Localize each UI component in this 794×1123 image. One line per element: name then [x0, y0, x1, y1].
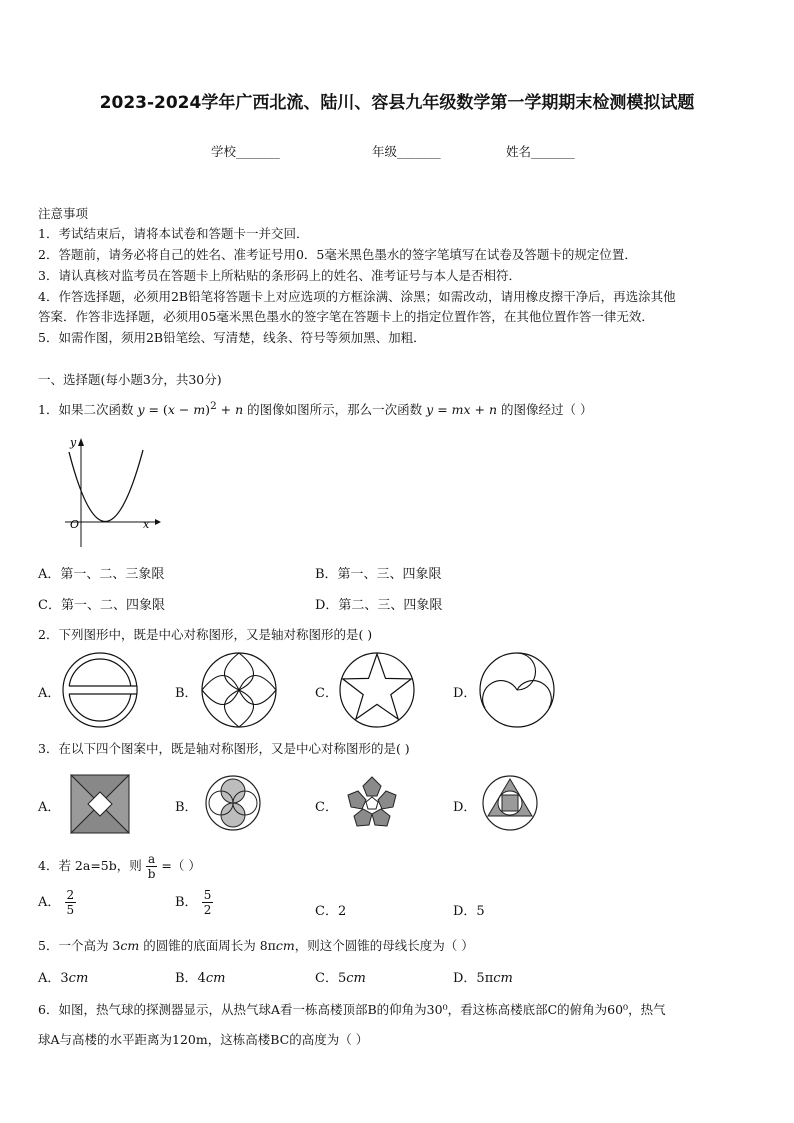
q2-option-a-figure[interactable] [61, 651, 139, 729]
q2-option-a-label[interactable]: A． [38, 686, 61, 701]
notice-item: 5．如需作图，须用2B铅笔绘、写清楚，线条、符号等须加黑、加粗． [38, 330, 426, 345]
q1-option-b[interactable]: B．第一、三、四象限 [315, 567, 442, 582]
q3-option-d-label[interactable]: D． [453, 800, 477, 815]
q1-option-d[interactable]: D．第二、三、四象限 [315, 598, 443, 613]
q4-suffix: =（ ） [161, 858, 201, 873]
q3-option-b-label[interactable]: B． [175, 800, 198, 815]
notice-item: 4．作答选择题，必须用2B铅笔将答题卡上对应选项的方框涂满、涂黑；如需改动，请用橡皮擦干净后，再选涂其他 [38, 289, 676, 304]
section-heading: 一、选择题(每小题3分，共30分) [38, 372, 222, 387]
question-2: 2．下列图形中，既是中心对称图形，又是轴对称图形的是( ) [38, 627, 373, 642]
q4-fraction: $\frac{a}{b}$ [147, 852, 156, 881]
question-6-line1: 6．如图，热气球的探测器显示，从热气球A看一栋高楼顶部B的仰角为30⁰，看这栋高楼底部C的俯角为60⁰，热气 [38, 1002, 666, 1017]
q1-suffix: 的图像经过（ ） [501, 402, 593, 418]
q1-graph-origin-label: O [70, 518, 80, 531]
q4-option-b[interactable]: B． $\frac{5}{2}$ [175, 888, 212, 917]
q4-prefix: 4．若 2a=5b，则 [38, 858, 142, 873]
page-title: 2023-2024学年广西北流、陆川、容县九年级数学第一学期期末检测模拟试题 [99, 93, 695, 113]
q1-mid: 的图像如图所示，那么一次函数 [247, 402, 423, 418]
q1-prefix: 1．如果二次函数 [38, 402, 134, 418]
q3-option-a-label[interactable]: A． [38, 800, 61, 815]
q2-option-b-label[interactable]: B． [175, 686, 198, 701]
q5-option-b[interactable]: B．4cm [175, 971, 226, 986]
notice-item: 3．请认真核对监考员在答题卡上所粘贴的条形码上的姓名、准考证号与本人是否相符． [38, 268, 521, 283]
grade-field[interactable]: 年级_______ [372, 144, 441, 159]
q3-option-d-figure[interactable] [481, 774, 539, 832]
q2-option-c-figure[interactable] [338, 651, 416, 729]
question-6-line2: 球A与高楼的水平距离为120m，这栋高楼BC的高度为（ ） [38, 1032, 369, 1047]
question-1 [38, 400, 593, 418]
q2-option-c-label[interactable]: C． [315, 686, 338, 701]
q5-option-c[interactable]: C．5cm [315, 971, 366, 986]
q2-option-b-figure[interactable] [200, 651, 278, 729]
notice-item: 答案．作答非选择题，必须用05毫米黑色墨水的签字笔在答题卡上的指定位置作答，在其他位置作答一律无效． [38, 309, 654, 324]
q1-option-a[interactable]: A．第一、二、三象限 [38, 567, 165, 582]
q5-option-a[interactable]: A．3cm [38, 971, 89, 986]
question-4 [38, 852, 201, 881]
q3-option-a-figure[interactable] [70, 774, 130, 834]
q1-graph-x-label: x [143, 518, 150, 531]
q4-option-c[interactable]: C．2 [315, 904, 347, 919]
q1-parabola-graph [55, 432, 165, 552]
notice-heading: 注意事项 [38, 206, 89, 221]
q1-option-c[interactable]: C．第一、二、四象限 [38, 598, 165, 613]
name-field[interactable]: 姓名_______ [506, 144, 575, 159]
q4-option-d[interactable]: D．5 [453, 904, 485, 919]
q2-option-d-label[interactable]: D． [453, 686, 477, 701]
school-field[interactable]: 学校_______ [211, 144, 280, 159]
notice-item: 2．答题前，请务必将自己的姓名、准考证号用0．5毫米黑色墨水的签字笔填写在试卷及答题卡的规定位置． [38, 247, 637, 262]
q1-formula-quadratic: $y = (x - m)^2 + n$ [137, 400, 244, 418]
q3-option-c-figure[interactable] [343, 774, 401, 832]
q3-option-b-figure[interactable] [204, 774, 262, 832]
question-3: 3．在以下四个图案中，既是轴对称图形，又是中心对称图形的是( ) [38, 741, 410, 756]
q1-formula-linear: y = mx + n [426, 402, 498, 418]
q4-option-a[interactable]: A． $\frac{2}{5}$ [38, 888, 75, 917]
q2-option-d-figure[interactable] [478, 651, 556, 729]
q1-graph-y-label: y [70, 436, 77, 449]
q5-option-d[interactable]: D．5πcm [453, 971, 513, 986]
question-5: 5．一个高为 3cm 的圆锥的底面周长为 8πcm，则这个圆锥的母线长度为（ ） [38, 938, 474, 953]
notice-item: 1．考试结束后，请将本试卷和答题卡一并交回． [38, 226, 309, 241]
q3-option-c-label[interactable]: C． [315, 800, 338, 815]
